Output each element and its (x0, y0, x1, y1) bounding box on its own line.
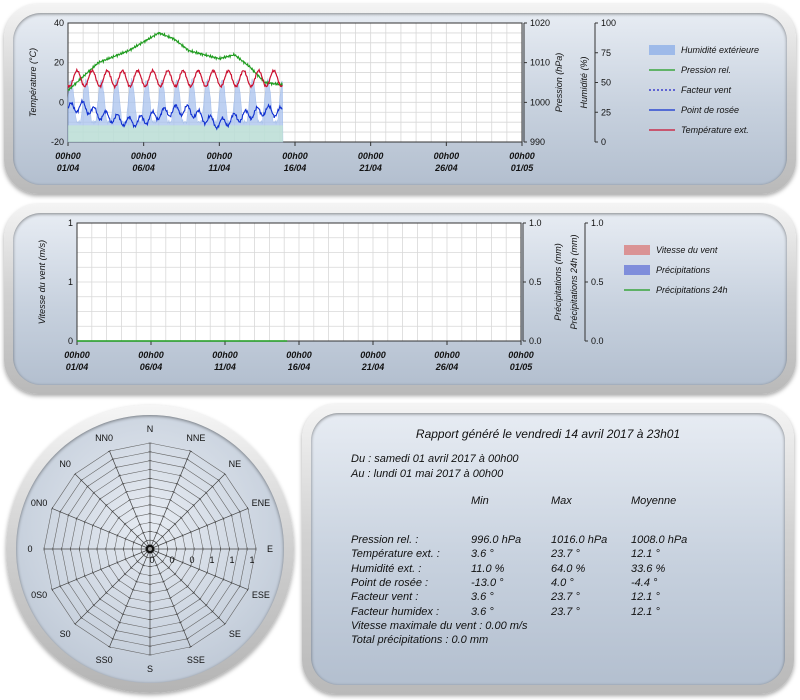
y-right2-tick-label: 100 (601, 18, 617, 28)
rose-direction-label: N0 (59, 459, 71, 470)
x-tick-label-date: 26/04 (435, 163, 458, 173)
legend-label: Humidité extérieure (681, 45, 760, 55)
rose-ring-label: 1 (229, 555, 235, 565)
x-tick-label-date: 21/04 (359, 163, 382, 173)
y-right2-tick-label: 0.5 (591, 277, 604, 287)
report-row-avg: 33.6 % (631, 562, 666, 575)
rose-direction-label: ENE (251, 498, 271, 509)
report-row-avg: 12.1 ° (631, 605, 660, 618)
rose-ring-label: 0 (149, 555, 155, 565)
x-tick-label-date: 26/04 (435, 362, 459, 372)
y-left-tick-label: 20 (53, 57, 64, 68)
y-right2-tick-label: 50 (601, 77, 612, 88)
rose-direction-label: NE (228, 459, 242, 470)
x-tick-label-time: 00h00 (212, 350, 238, 360)
y-right1-tick-label: 1000 (530, 97, 551, 108)
series-humidite-base (68, 125, 283, 142)
x-tick-label-time: 00h00 (282, 151, 308, 161)
y-left-tick-label: 0 (58, 97, 64, 108)
legend-item (649, 85, 732, 95)
report-wind-max: Vitesse maximale du vent : 0.00 m/s (351, 620, 528, 632)
rose-direction-label: NN0 (95, 433, 114, 444)
report-row-label: Facteur vent : (351, 591, 419, 604)
rose-direction-label: 0 (27, 544, 33, 554)
legend-label: Facteur vent (681, 85, 732, 95)
y-right1-tick-label: 0.0 (529, 336, 542, 346)
temperature-chart (13, 13, 787, 185)
x-tick-label-time: 00h00 (433, 151, 460, 161)
wind-chart (13, 213, 787, 385)
y-right1-tick-label: 0.5 (529, 277, 542, 287)
wind-chart-panel (4, 204, 796, 394)
rose-direction-label: SE (228, 628, 241, 639)
x-tick-label-time: 00h00 (55, 151, 81, 161)
y-right2-tick-label: 75 (601, 47, 612, 58)
legend-swatch (624, 245, 650, 255)
legend-label: Température ext. (681, 125, 749, 135)
x-tick-label-time: 00h00 (130, 151, 157, 161)
report-row-min: 996.0 hPa (471, 534, 522, 546)
report-row-min: 11.0 % (471, 562, 505, 575)
legend-item (624, 285, 728, 295)
legend-label: Pression rel. (681, 65, 732, 75)
x-tick-label-time: 00h00 (360, 350, 386, 360)
wind-rose-panel (6, 405, 294, 693)
y-left-tick-label: -20 (50, 137, 64, 147)
x-tick-label-date: 16/04 (287, 362, 311, 372)
rose-direction-label: ESE (251, 589, 270, 600)
x-tick-label-date: 01/05 (510, 163, 534, 173)
x-tick-label-date: 01/04 (56, 163, 80, 173)
report-inner (311, 413, 785, 685)
y-right2-tick-label: 1.0 (591, 218, 604, 228)
x-tick-label-date: 01/04 (65, 362, 89, 372)
wind-chart-inner (13, 213, 787, 385)
report-row-label: Humidité ext. : (351, 562, 422, 575)
y-right1-tick-label: 1.0 (529, 218, 542, 228)
x-tick-label-date: 06/04 (132, 163, 155, 173)
report-row-avg: 12.1 ° (631, 548, 660, 561)
rose-center-highlight (148, 547, 152, 551)
x-tick-label-date: 01/05 (509, 362, 533, 372)
report-row-max: 23.7 ° (551, 548, 580, 561)
legend-swatch (649, 45, 675, 55)
y-left-tick-label: 40 (53, 18, 64, 28)
legend-label: Vitesse du vent (656, 245, 718, 255)
report-header-avg: Moyenne (631, 495, 677, 507)
legend-label: Point de rosée (681, 105, 740, 115)
y-right2-axis-label: Précipitations 24h (mm) (569, 234, 579, 330)
y-right2-tick-label: 0 (601, 137, 607, 147)
y-right2-tick-label: 0.0 (591, 336, 604, 346)
y-left-axis-label: Température (°C) (28, 47, 38, 118)
legend-swatch (624, 265, 650, 275)
report-header-min: Min (471, 495, 489, 507)
rose-direction-label: SSE (186, 654, 205, 665)
y-right1-tick-label: 1010 (530, 57, 551, 68)
report-row-max: 4.0 ° (551, 576, 574, 589)
x-tick-label-date: 06/04 (139, 362, 163, 372)
wind-rose-chart (16, 415, 284, 683)
legend-item (649, 65, 731, 75)
report-date-to: Au : lundi 01 mai 2017 à 00h00 (351, 468, 504, 480)
legend-label: Précipitations (656, 265, 711, 275)
report-row-label: Température ext. : (351, 548, 440, 561)
report-row-max: 64.0 % (551, 562, 586, 575)
report-row-min: -13.0 ° (471, 576, 504, 589)
y-left-tick-label: 1 (67, 277, 73, 287)
rose-direction-label: NNE (186, 433, 206, 444)
legend-label: Précipitations 24h (656, 285, 728, 295)
report-row-max: 23.7 ° (551, 591, 580, 604)
report-precip-total: Total précipitations : 0.0 mm (351, 634, 489, 646)
y-left-tick-label: 1 (67, 218, 73, 228)
rose-direction-label: 0N0 (30, 498, 48, 509)
wind-rose-inner (16, 415, 284, 683)
y-right1-tick-label: 990 (530, 137, 546, 147)
temperature-chart-panel (4, 4, 796, 194)
report-row-min: 3.6 ° (471, 605, 494, 618)
y-right1-tick-label: 1020 (530, 18, 551, 28)
report-panel (302, 404, 794, 694)
report-row-min: 3.6 ° (471, 591, 494, 604)
x-tick-label-time: 00h00 (206, 151, 233, 161)
report-row-label: Pression rel. : (351, 534, 419, 546)
x-tick-label-time: 00h00 (509, 151, 535, 161)
y-left-axis-label: Vitesse du vent (m/s) (37, 239, 47, 325)
x-tick-label-time: 00h00 (64, 350, 90, 360)
legend-item (649, 105, 739, 115)
report-row-avg: -4.4 ° (631, 576, 658, 589)
report-row-avg: 1008.0 hPa (631, 534, 688, 546)
rose-ring-label: 1 (249, 555, 255, 565)
legend-item (624, 265, 711, 275)
report-row-max: 1016.0 hPa (551, 534, 608, 546)
x-tick-label-time: 00h00 (138, 350, 164, 360)
x-tick-label-date: 21/04 (361, 362, 385, 372)
y-left-tick-label: 0 (67, 336, 73, 346)
x-tick-label-time: 00h00 (357, 151, 384, 161)
temperature-chart-inner (13, 13, 787, 185)
rose-direction-label: N (146, 424, 154, 434)
rose-direction-label: S0 (59, 628, 71, 639)
y-right1-axis-label: Précipitations (mm) (553, 243, 563, 321)
x-tick-label-date: 11/04 (208, 163, 231, 173)
x-tick-label-time: 00h00 (286, 350, 312, 360)
y-right1-axis-label: Pression (hPa) (554, 52, 564, 113)
rose-ring-label: 1 (209, 555, 215, 565)
legend-item (649, 125, 749, 135)
rose-direction-label: 0S0 (31, 589, 48, 600)
report-date-from: Du : samedi 01 avril 2017 à 00h00 (351, 453, 519, 465)
legend-item (649, 45, 759, 55)
report-row-label: Point de rosée : (351, 576, 429, 589)
report-row-avg: 12.1 ° (631, 591, 660, 604)
x-tick-label-time: 00h00 (508, 350, 534, 360)
rose-ring-label: 0 (189, 555, 195, 565)
y-right2-tick-label: 25 (601, 107, 612, 118)
report-title: Rapport généré le vendredi 14 avril 2017 à 23h01 (415, 427, 681, 441)
legend-item (624, 245, 718, 255)
report-row-max: 23.7 ° (551, 605, 580, 618)
rose-ring-label: 0 (169, 555, 175, 565)
report-row-label: Facteur humidex : (351, 605, 440, 618)
x-tick-label-date: 16/04 (283, 163, 307, 173)
y-right2-axis-label: Humidité (%) (579, 56, 589, 109)
x-tick-label-time: 00h00 (434, 350, 460, 360)
x-tick-label-date: 11/04 (214, 362, 236, 372)
rose-direction-label: S (146, 664, 154, 674)
report-header-max: Max (551, 495, 572, 507)
rose-direction-label: E (266, 544, 274, 554)
report-row-min: 3.6 ° (471, 548, 494, 561)
rose-direction-label: SS0 (95, 654, 113, 665)
